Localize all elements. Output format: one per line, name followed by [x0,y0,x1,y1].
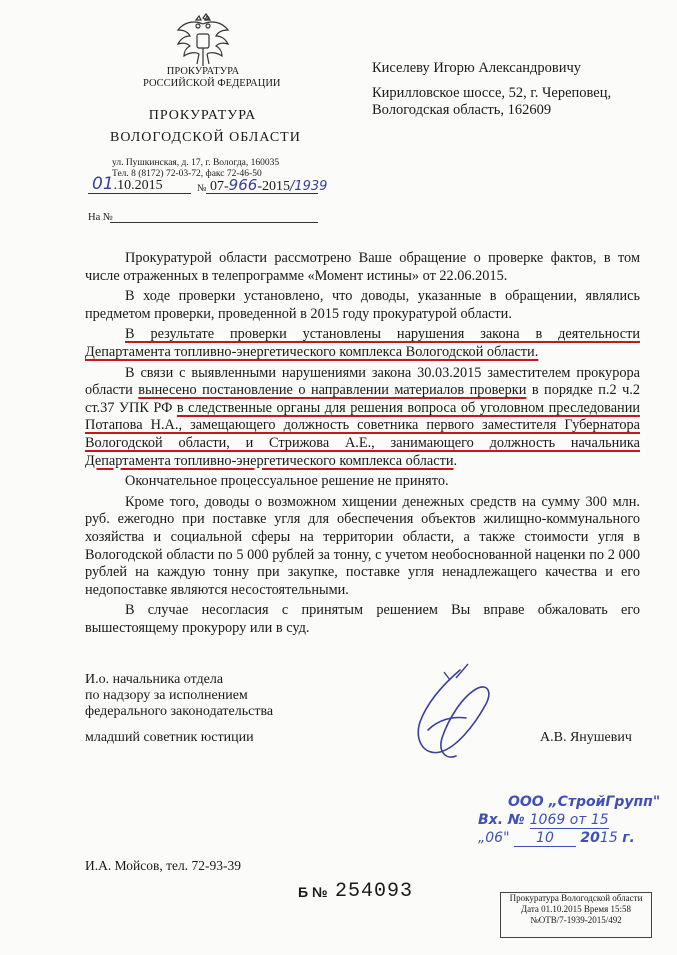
stamp-company: ООО „СтройГрупп" [508,794,661,810]
reply-line [110,222,318,223]
paragraph-5: Окончательное процессуальное решение не принято. [125,473,449,490]
letter-date [92,174,163,194]
reply-label: На № [88,212,113,223]
form-series: Б № [298,884,328,900]
p4-part-a: В связи с выявленными нарушениями закона 30.03.2015 заместителем прокурора области [85,364,640,399]
number-handwritten: 966 [228,176,258,194]
office-phone: Тел. 8 (8172) 72-03-72, факс 72-46-50 [112,169,262,179]
letter-body [85,250,640,637]
paragraph-6: Кроме того, доводы о возможном хищении денежных средств на сумму 300 млн. руб. ежегодно при поставке угля для обеспечения объектов жилищно-коммунального хозяйства и социальной сферы на территории области, а также стоимости угля в Вологодской области по 5 000 рублей за тонну, с учетом необоснованной наценки по 2 000 рублей на каждую тонну при закупке, поставке угля ненадлежащего качества и его недопоставке являются несостоятельными. [85,493,640,598]
reg-number: №ОТВ/7-1939-2015/492 [530,915,622,925]
p4-part-c: в порядке п.2 ч.2 ст.37 УПК РФ [85,382,640,416]
p4-part-e: . [453,452,458,469]
handwritten-signature [398,660,508,770]
number-line [206,193,318,194]
emblem-icon [172,10,234,70]
stamp-date [478,830,635,847]
paragraph-1: Прокуратурой области рассмотрено Ваше обращение о проверке фактов, в том числе отраженных в телепрограмме «Момент истины» от 22.06.2015. [85,250,640,284]
office-name-line2: ВОЛОГОДСКОЙ ОБЛАСТИ [110,130,301,145]
paragraph-4 [85,365,640,471]
signer-position-line3: федерального законодательства [85,704,274,719]
signer-rank: младший советник юстиции [85,730,254,745]
stamp-incoming-number [478,812,609,828]
paragraph-7: В случае несогласия с принятым решением Вы вправе обжаловать его вышестоящему прокурору или в суд. [85,602,640,636]
addressee-name: Киселеву Игорю Александровичу [372,60,582,76]
registration-stamp [500,892,652,938]
number-suffix: -2015 [257,179,290,194]
date-rest: .10.2015 [113,178,163,193]
stamp-date-suffix: г. [622,830,635,846]
signer-position-line2: по надзору за исполнением [85,688,248,703]
executor-contact: И.А. Мойсов, тел. 72-93-39 [85,858,242,873]
number-extra-handwritten: /1939 [289,179,328,194]
p4-underlined-prosecution: в следственные органы для решения вопроса об уголовном преследовании Потапова Н.А., замещающего должность советника первого заместителя Губернатора Вологодской области, и Стрижова А.Е., занимающего должность начальника Департамента топливно-энергетического комплекса области [85,399,640,469]
stamp-date-month: 10 [514,830,576,847]
office-name-line1: ПРОКУРАТУРА [148,108,257,123]
paragraph-2: В ходе проверки установлено, что доводы, указанные в обращении, являлись предметом проверки, проведенной в 2015 году прокуратурой области. [85,288,640,322]
reg-datetime: Дата 01.10.2015 Время 15:58 [520,904,632,914]
office-address: ул. Пушкинская, д. 17, г. Вологда, 160035 [112,158,280,168]
reg-office: Прокуратура Вологодской области [509,893,643,903]
org-name-line1: ПРОКУРАТУРА [166,66,240,77]
violations-underlined: В результате проверки установлены нарушения закона в деятельности Департамента топливно-энергетического комплекса Вологодской области. [85,326,640,360]
stamp-in-prefix: Вх. № [478,812,525,828]
stamp-date-day: „06" [478,830,510,846]
stamp-date-year-prefix: 20 [580,830,600,846]
signer-position-line1: И.о. начальника отдела [85,672,224,687]
stamp-in-number-handwritten: 1069 от 15 [529,812,609,828]
form-number: 254093 [335,880,414,903]
p4-underlined-resolution: вынесено постановление о направлении материалов проверки [138,382,527,399]
addressee-address-line1: Кирилловское шоссе, 52, г. Череповец, [372,85,612,101]
date-line [88,193,191,194]
paragraph-3 [85,326,640,361]
number-sign: № [197,183,207,194]
stamp-date-year: 15 [599,830,618,846]
number-prefix: 07- [210,179,229,194]
date-day-handwritten: 01 [92,174,114,194]
signer-name: А.В. Янушевич [540,730,632,745]
addressee-address-line2: Вологодская область, 162609 [372,102,552,118]
org-name-line2: РОССИЙСКОЙ ФЕДЕРАЦИИ [143,78,281,89]
